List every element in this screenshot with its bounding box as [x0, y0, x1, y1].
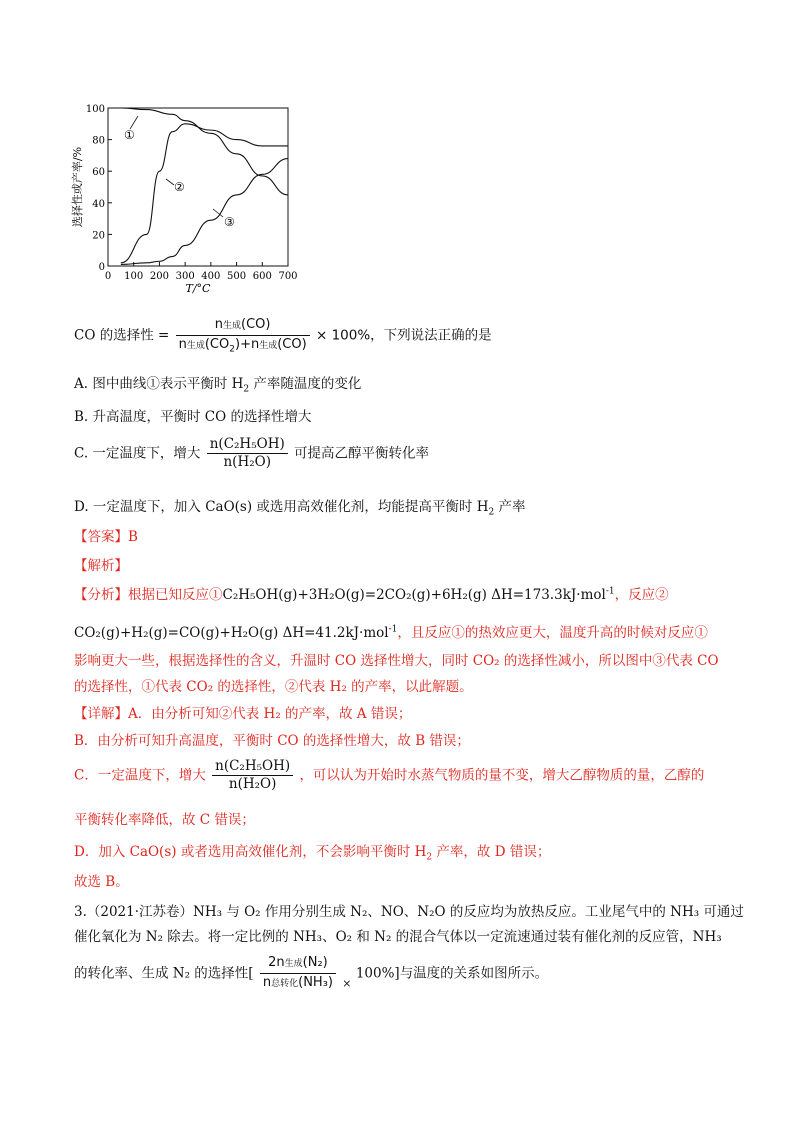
y-axis-label: 选择性或产率/%: [71, 146, 84, 228]
co-selectivity-line: [74, 316, 492, 355]
q3-fraction: $\frac{\text{2n生成(N₂)}}{\text{n总转化(NH₃)}}$: [260, 954, 336, 993]
y-tick-label: 80: [92, 135, 105, 147]
q3-line-3: 的转化率、生成 N₂ 的选择性[ $\frac{\text{2n生成(N₂)}}{\text{n总转化(NH₃)}}$ $_\times$ 100%]与温度的关系如图所示。: [74, 954, 548, 994]
x-tick-label: 200: [149, 271, 169, 282]
x-tick-label: 0: [104, 271, 112, 282]
label-3-leader: [213, 209, 223, 217]
curve-label-1: ①: [124, 128, 135, 142]
x-tick-label: 400: [201, 271, 221, 282]
question-tail: 下列说法正确的是: [383, 327, 492, 344]
x-tick-label: 500: [227, 271, 247, 282]
series-line-1: [121, 108, 288, 195]
answer-label: 【答案】B: [74, 529, 138, 545]
x-tick-label: 600: [252, 271, 272, 282]
x-axis-ticks: [105, 262, 298, 282]
x-tick-label: 300: [175, 271, 195, 282]
detail-c: C．一定温度下，增大 $\frac{\text{n(C₂H₅OH)}}{\text{n(H₂O)}}$ ，可以认为开始时水蒸气物质的量不变，增大乙醇物质的量，乙醇的: [74, 758, 705, 792]
option-c-fraction: $\frac{\text{n(C₂H₅OH)}}{\text{n(H₂O)}}$: [207, 436, 288, 471]
analysis-line-1: 【分析】根据已知反应①C₂H₅OH(g)+3H₂O(g)=2CO₂(g)+6H₂(g) ΔH=173.3kJ·mol$^{-1}$，反应②: [74, 586, 669, 603]
x-tick-label: 100: [124, 271, 144, 282]
q3-line-1: 3.（2021·江苏卷）NH₃ 与 O₂ 作用分别生成 N₂、NO、N₂O 的反应均为放热反应。工业尾气中的 NH₃ 可通过: [74, 904, 744, 920]
x-axis-label: T/°C: [185, 282, 211, 295]
detail-a: 【详解】A．由分析可知②代表 H₂ 的产率，故 A 错误；: [74, 706, 412, 722]
detail-b: B．由分析可知升高温度，平衡时 CO 的选择性增大，故 B 错误；: [74, 733, 470, 749]
chart-frame: [108, 108, 288, 266]
option-c: C. 一定温度下，增大 $\frac{\text{n(C₂H₅OH)}}{\text{n(H₂O)}}$ 可提高乙醇平衡转化率: [74, 436, 430, 470]
co-selectivity-fraction: $\frac{\text{n生成(CO)}}{n生成(CO_2)+n生成(CO)}$: [176, 316, 310, 355]
series-line-2: [121, 124, 288, 263]
analysis-line-4: 的选择性，①代表 CO₂ 的选择性，②代表 H₂ 的产率，以此解题。: [74, 679, 473, 695]
times-100: × 100%，: [315, 327, 384, 344]
chart-curves: [121, 108, 288, 264]
y-tick-label: 100: [85, 104, 105, 115]
option-d: D. 一定温度下，加入 CaO(s) 或选用高效催化剂，均能提高平衡时 $H_2$ 产率: [74, 499, 526, 518]
x-tick-label: 700: [278, 271, 298, 282]
detail-c-fraction: $\frac{\text{n(C₂H₅OH)}}{\text{n(H₂O)}}$: [212, 758, 293, 793]
option-a: A. 图中曲线①表示平衡时 $H_2$ 产率随温度的变化: [74, 376, 362, 395]
detail-c-line-2: 平衡转化率降低，故 C 错误；: [74, 812, 255, 828]
label-2-leader: [166, 179, 174, 185]
curve-label-3: ③: [224, 215, 235, 229]
y-tick-label: 60: [92, 167, 105, 179]
y-tick-label: 40: [92, 198, 105, 210]
y-tick-label: 20: [92, 230, 105, 242]
co-sel-prefix: CO 的选择性 =: [74, 327, 170, 344]
analysis-line-2: CO₂(g)+H₂(g)=CO(g)+H₂O(g) ΔH=41.2kJ·mol$^{-1}$，且反应①的热效应更大，温度升高的时候对反应①: [74, 624, 708, 641]
detail-end: 故选 B。: [74, 874, 129, 890]
analysis-label: 【解析】: [74, 558, 128, 574]
curve-label-2: ②: [174, 180, 185, 194]
selectivity-chart: [70, 95, 300, 295]
option-b: B. 升高温度，平衡时 CO 的选择性增大: [74, 409, 312, 425]
analysis-line-3: 影响更大一些，根据选择性的含义，升温时 CO 选择性增大，同时 CO₂ 的选择性减小，所以图中③代表 CO: [74, 653, 719, 669]
series-line-3: [121, 159, 288, 265]
q3-line-2: 催化氧化为 N₂ 除去。将一定比例的 NH₃、O₂ 和 N₂ 的混合气体以一定流速通过装有催化剂的反应管，NH₃: [74, 929, 722, 945]
detail-d: D．加入 CaO(s) 或者选用高效催化剂，不会影响平衡时 $H_2$ 产率，故 D 错误；: [74, 844, 551, 863]
y-tick-label: 0: [98, 262, 105, 273]
